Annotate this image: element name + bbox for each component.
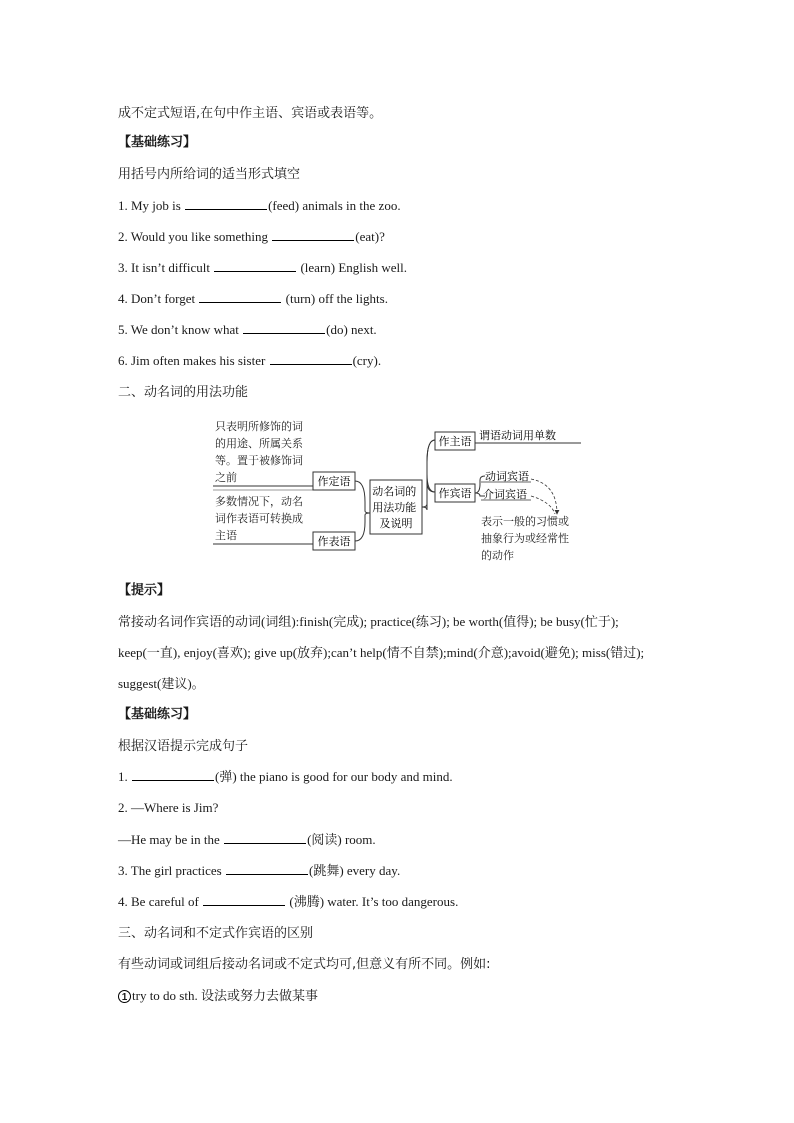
center-box: 动名词的 用法功能 及说明 bbox=[372, 485, 417, 530]
subj-note: 谓语动词用单数 bbox=[479, 429, 556, 442]
exercise2-item: 4. Be careful of (沸腾) water. It’s too dangerous. bbox=[118, 894, 459, 909]
answer-blank[interactable] bbox=[132, 767, 214, 781]
answer-blank[interactable] bbox=[199, 289, 281, 303]
exercise2-item: 1. (弹) the piano is good for our body and mind. bbox=[118, 769, 453, 784]
pred-note: 多数情况下，动名 词作表语可转换成 主语 bbox=[215, 495, 303, 542]
exercise2-item: —He may be in the (阅读) room. bbox=[118, 832, 376, 847]
section2-title: 二、动名词的用法功能 bbox=[118, 385, 249, 400]
exercise1-item: 3. It isn’t difficult (learn) English well. bbox=[118, 260, 407, 275]
obj-note: 表示一般的习惯或 抽象行为或经常性 的动作 bbox=[481, 515, 569, 562]
tip-line: suggest(建议)。 bbox=[118, 676, 205, 691]
exercise1-item: 6. Jim often makes his sister (cry). bbox=[118, 353, 382, 368]
exercise2-item: 3. The girl practices (跳舞) every day. bbox=[118, 863, 401, 878]
exercise1-item: 1. My job is (feed) animals in the zoo. bbox=[118, 198, 401, 213]
exercise2-item: 2. —Where is Jim? bbox=[118, 800, 219, 815]
answer-blank[interactable] bbox=[203, 892, 285, 906]
exercise1-item: 2. Would you like something (eat)? bbox=[118, 229, 385, 244]
exercise1-item: 5. We don’t know what (do) next. bbox=[118, 322, 377, 337]
tip-heading: 【提示】 bbox=[118, 583, 171, 598]
answer-blank[interactable] bbox=[214, 258, 296, 272]
attr-note: 只表明所修饰的词 的用途、所属关系 等。置于被修饰词 之前 bbox=[215, 420, 303, 484]
answer-blank[interactable] bbox=[226, 861, 308, 875]
pred-box: 作表语 bbox=[317, 535, 351, 548]
answer-blank[interactable] bbox=[272, 227, 354, 241]
answer-blank[interactable] bbox=[270, 351, 352, 365]
tip-line: keep(一直), enjoy(喜欢); give up(放弃);can’t help(情不自禁);mind(介意);avoid(避免); miss(错过); bbox=[118, 645, 645, 660]
gerund-usage-diagram bbox=[205, 412, 585, 568]
exercise1-item: 4. Don’t forget (turn) off the lights. bbox=[118, 291, 388, 306]
number-circle: 1 bbox=[118, 990, 131, 1003]
obj-item-verb: 动词宾语 bbox=[485, 470, 529, 483]
intro-line: 成不定式短语,在句中作主语、宾语或表语等。 bbox=[118, 106, 383, 121]
obj-item-prep: 介词宾语 bbox=[483, 488, 527, 501]
obj-box: 作宾语 bbox=[438, 487, 472, 500]
answer-blank[interactable] bbox=[185, 196, 267, 210]
section4-title: 三、动名词和不定式作宾语的区别 bbox=[118, 926, 314, 941]
subj-box: 作主语 bbox=[438, 435, 472, 448]
section4-item: 1 try to do sth. 设法或努力去做某事 bbox=[118, 986, 318, 1006]
section1-instruction: 用括号内所给词的适当形式填空 bbox=[118, 167, 301, 182]
section3-instruction: 根据汉语提示完成句子 bbox=[118, 739, 249, 754]
answer-blank[interactable] bbox=[243, 320, 325, 334]
tip-line: 常接动名词作宾语的动词(词组):finish(完成); practice(练习); be worth(值得); be busy(忙于); bbox=[118, 614, 619, 629]
section3-heading: 【基础练习】 bbox=[118, 707, 197, 722]
attr-box: 作定语 bbox=[317, 475, 351, 488]
section4-intro: 有些动词或词组后接动名词或不定式均可,但意义有所不同。例如: bbox=[118, 957, 491, 972]
section1-heading: 【基础练习】 bbox=[118, 135, 197, 150]
answer-blank[interactable] bbox=[224, 830, 306, 844]
